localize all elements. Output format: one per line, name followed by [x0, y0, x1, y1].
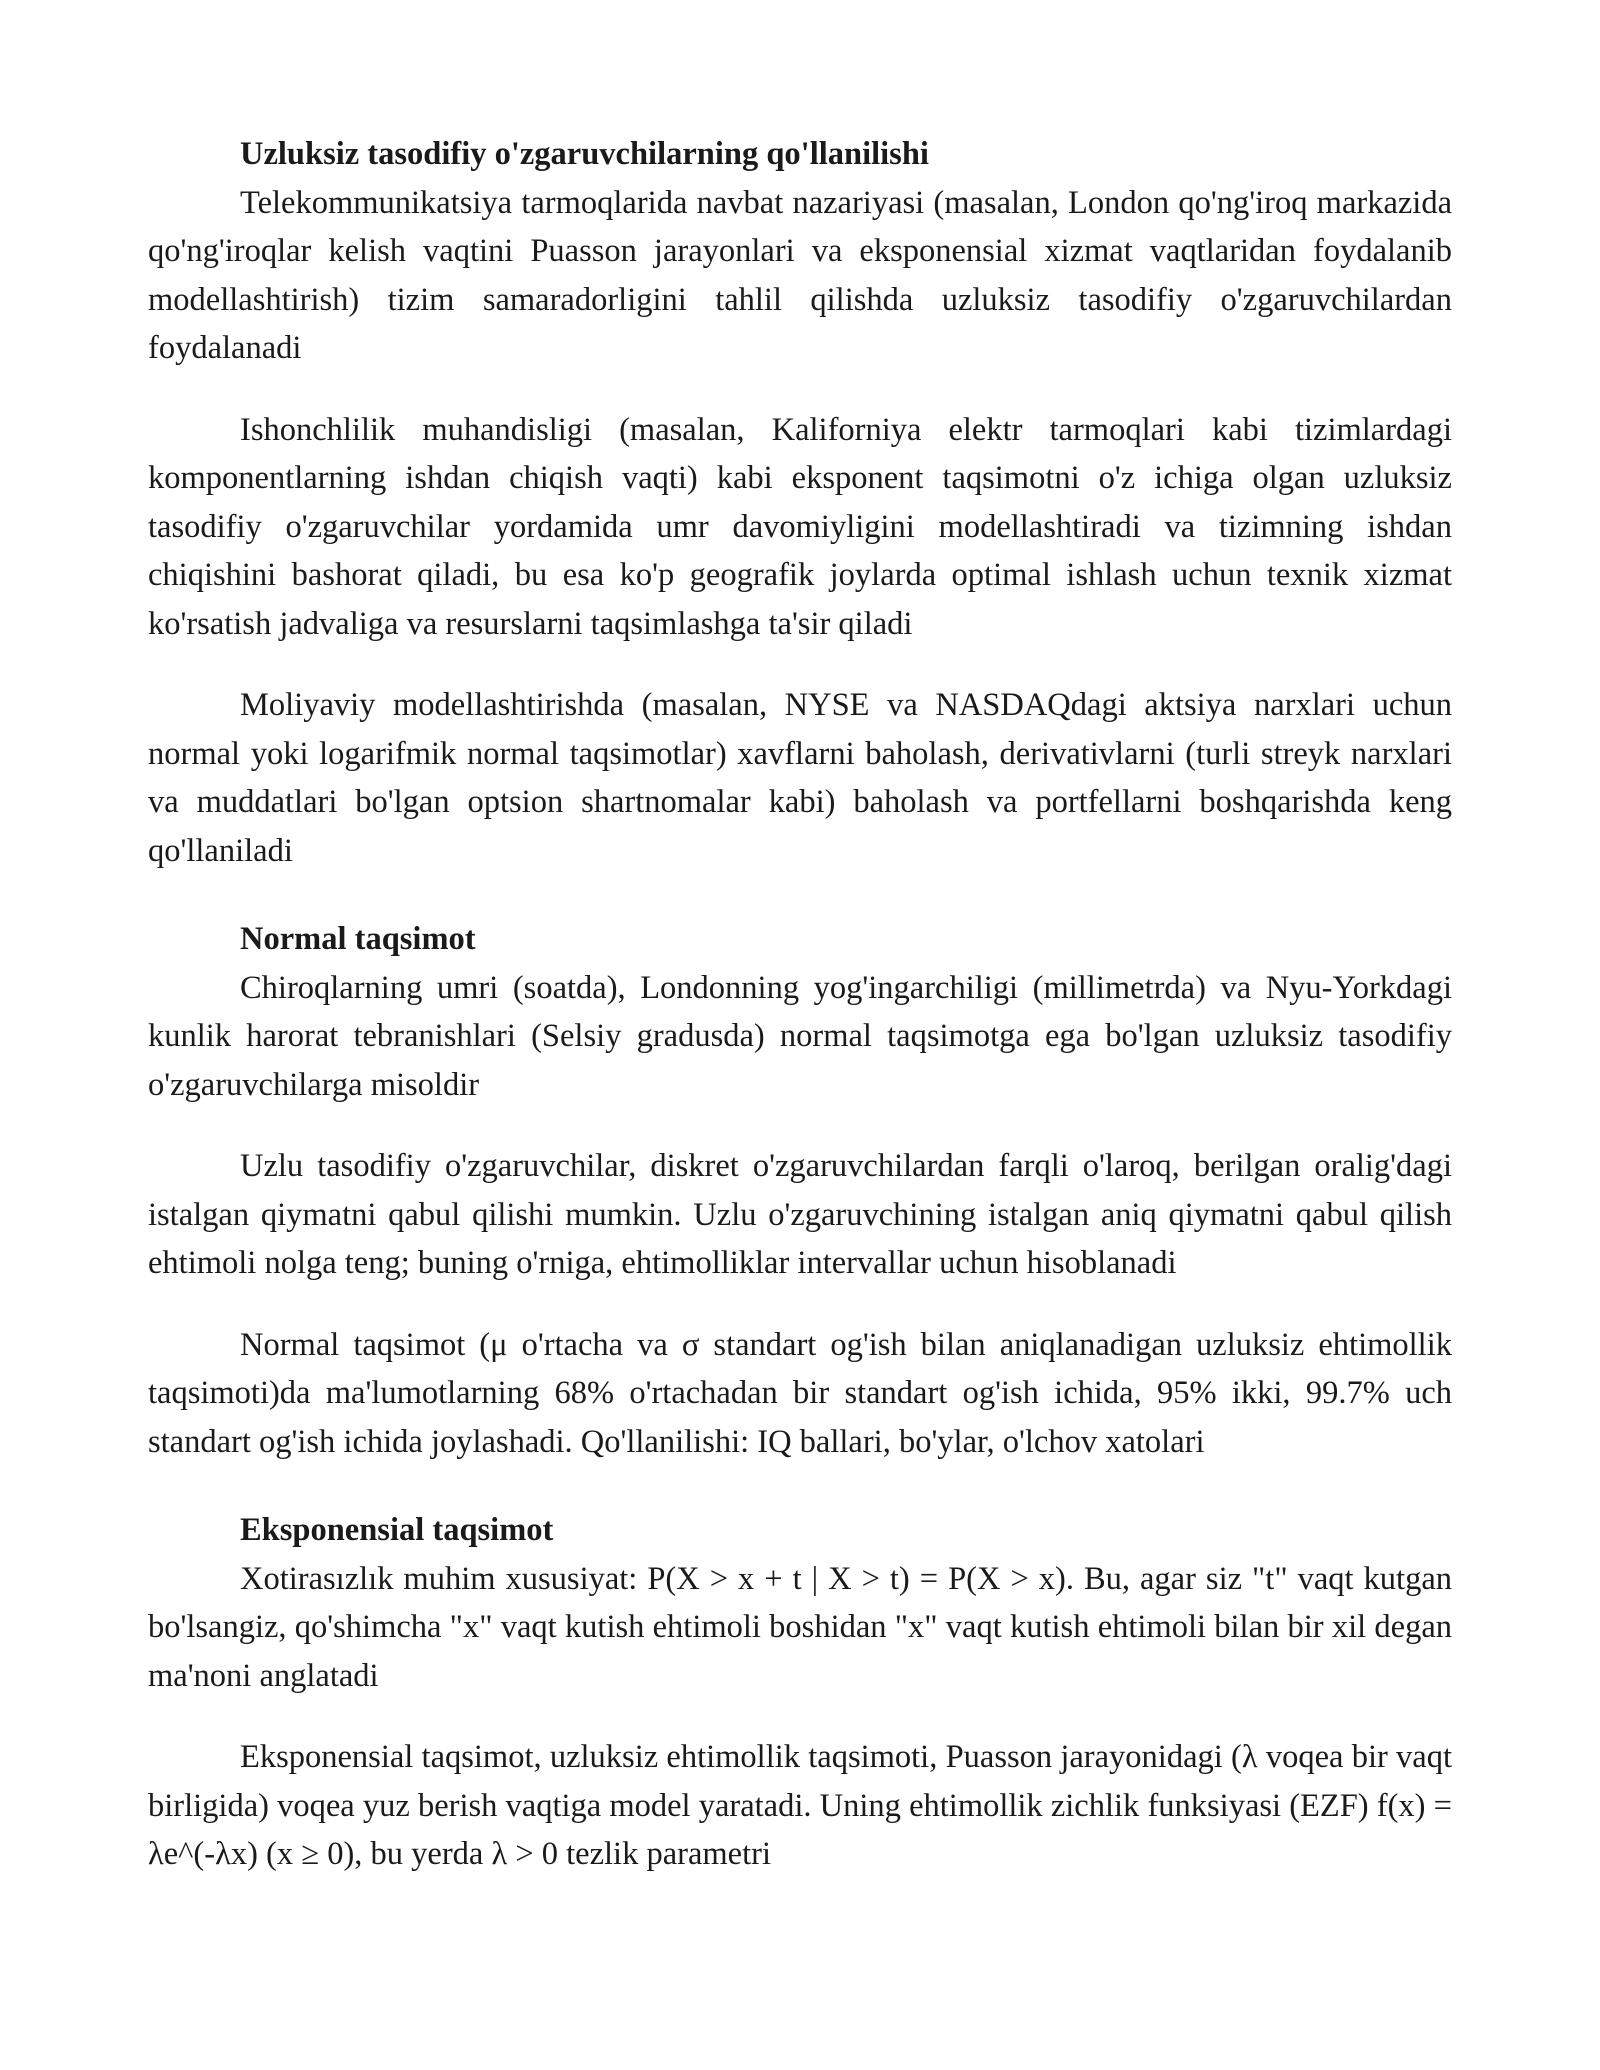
paragraph: Chiroqlarning umri (soatda), Londonning yog'ingarchiligi (millimetrda) va Nyu-Yorkdagi kunlik harorat tebranishlari (Selsiy gradusda) normal taqsimotga ega bo'lgan uzluksiz tasodifiy o'zgaruvchilarga misoldir: [148, 969, 1452, 1103]
section-heading: Uzluksiz tasodifiy o'zgaruvchilarning qo'llanilishi: [240, 136, 929, 172]
paragraph: Moliyaviy modellashtirishda (masalan, NYSE va NASDAQdagi aktsiya narxlari uchun normal yoki logarifmik normal taqsimotlar) xavflarni baholash, derivativlarni (turli streyk narxlari va muddatlari bo'lgan optsion shartnomalar kabi) baholash va portfellarni boshqarishda keng qo'llaniladi: [148, 687, 1452, 869]
paragraph: Ishonchlilik muhandisligi (masalan, Kaliforniya elektr tarmoqlari kabi tizimlardagi komponentlarning ishdan chiqish vaqti) kabi eksponent taqsimotni o'z ichiga olgan uzluksiz tasodifiy o'zgaruvchilar yordamida umr davomiyligini modellashtiradi va tizimning ishdan chiqishini bashorat qiladi, bu esa ko'p geografik joylarda optimal ishlash uchun texnik xizmat ko'rsatish jadvaliga va resurslarni taqsimlashga ta'sir qiladi: [148, 411, 1452, 642]
section-heading: Eksponensial taqsimot: [240, 1512, 554, 1548]
section-heading: Normal taqsimot: [240, 921, 476, 957]
document-page: [148, 130, 1452, 1879]
paragraph: Telekommunikatsiya tarmoqlarida navbat nazariyasi (masalan, London qo'ng'iroq markazida qo'ng'iroqlar kelish vaqtini Puasson jarayonlari va eksponensial xizmat vaqtlaridan foydalanib modellashtirish) tizim samaradorligini tahlil qilishda uzluksiz tasodifiy o'zgaruvchilardan foydalanadi: [148, 184, 1452, 366]
paragraph: Xotirasızlık muhim xususiyat: P(X > x + t | X > t) = P(X > x). Bu, agar siz "t" vaqt kutgan bo'lsangiz, qo'shimcha "x" vaqt kutish ehtimoli boshidan "x" vaqt kutish ehtimoli bilan bir xil degan ma'noni anglatadi: [148, 1560, 1452, 1694]
paragraph: Eksponensial taqsimot, uzluksiz ehtimollik taqsimoti, Puasson jarayonidagi (λ voqea bir vaqt birligida) voqea yuz berish vaqtiga model yaratadi. Uning ehtimollik zichlik funksiyasi (EZF) f(x) = λe^(-λx) (x ≥ 0), bu yerda λ > 0 tezlik parametri: [148, 1739, 1452, 1872]
paragraph: Uzlu tasodifiy o'zgaruvchilar, diskret o'zgaruvchilardan farqli o'laroq, berilgan oralig'dagi istalgan qiymatni qabul qilishi mumkin. Uzlu o'zgaruvchining istalgan aniq qiymatni qabul qilish ehtimoli nolga teng; buning o'rniga, ehtimolliklar intervallar uchun hisoblanadi: [148, 1148, 1452, 1281]
paragraph: Normal taqsimot (μ o'rtacha va σ standart og'ish bilan aniqlanadigan uzluksiz ehtimollik taqsimoti)da ma'lumotlarning 68% o'rtachadan bir standart og'ish ichida, 95% ikki, 99.7% uch standart og'ish ichida joylashadi. Qo'llanilishi: IQ ballari, bo'ylar, o'lchov xatolari: [148, 1326, 1452, 1460]
